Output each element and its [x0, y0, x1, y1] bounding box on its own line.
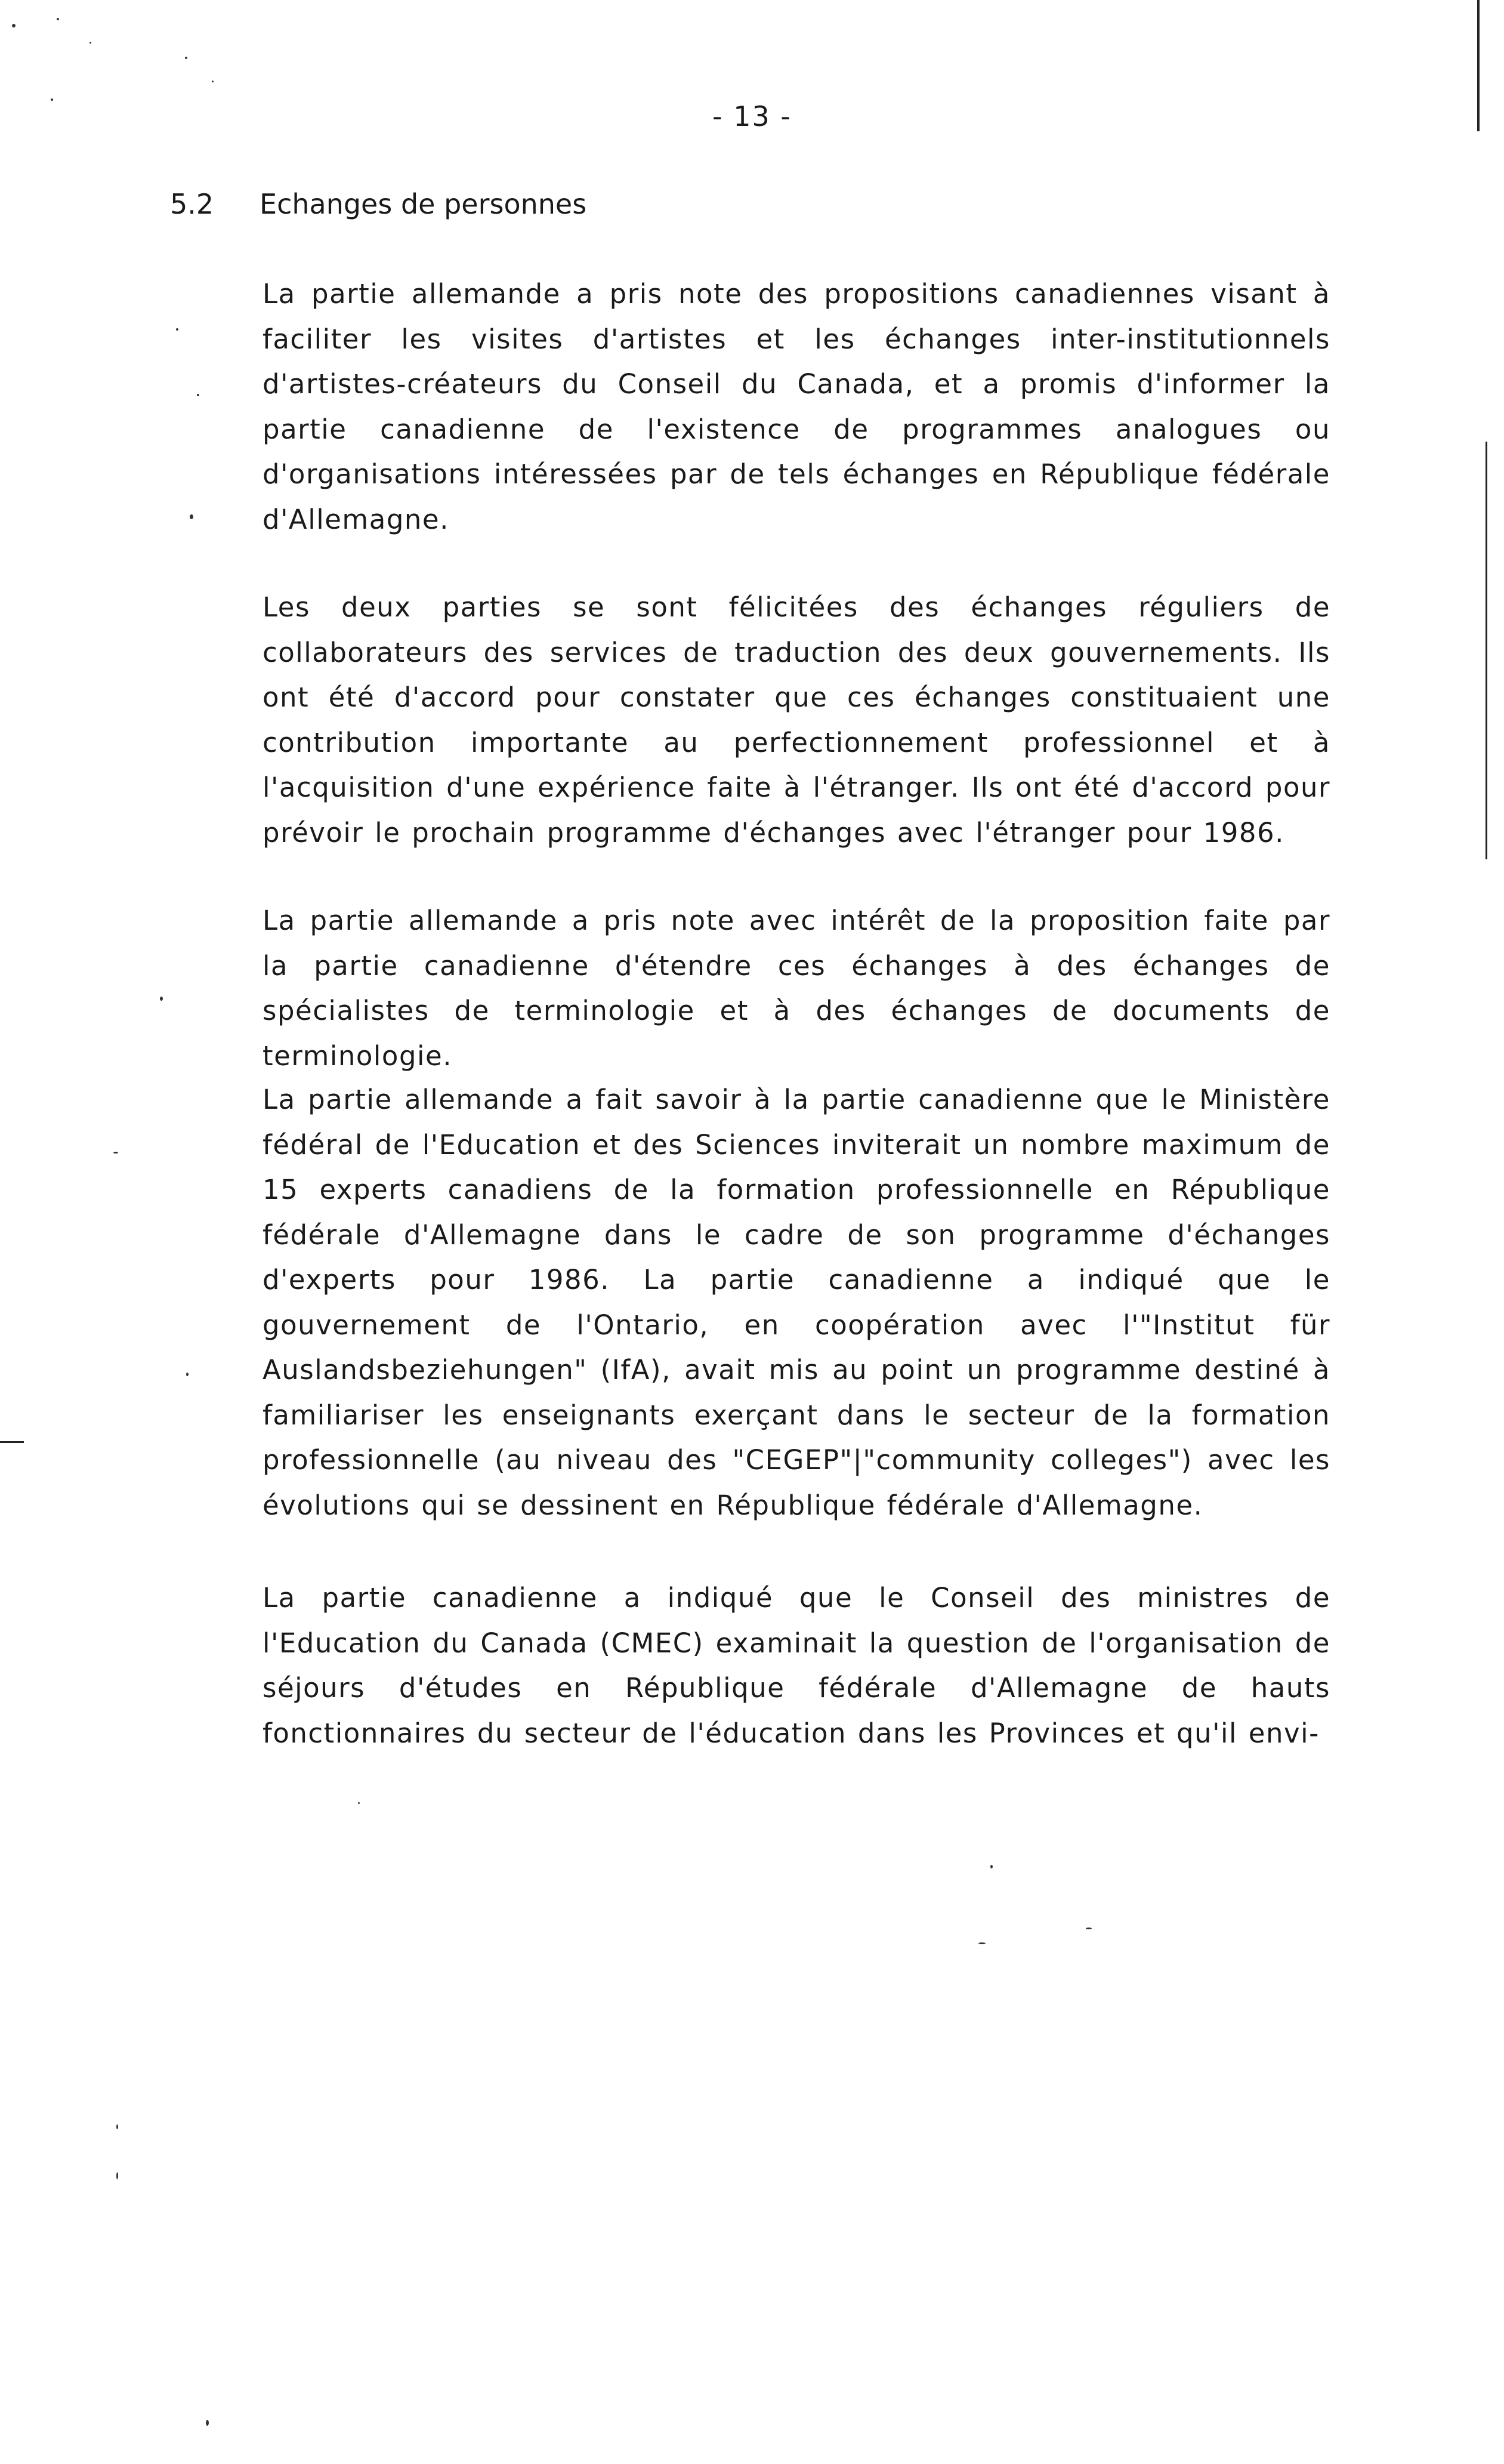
scan-speck: [186, 1373, 189, 1376]
scan-speck: [12, 24, 16, 27]
paragraph: Les deux parties se sont félicitées des échanges réguliers de collaborateurs des services de traduction des deux gouvernements. Ils ont été d'accord pour constater que ces échanges constituaient une contribution importante au perfectionnement professionnel et à l'acquisition d'une expérience faite à l'étranger. Ils ont été d'accord pour prévoir le prochain programme d'échanges avec l'étranger pour 1986.: [262, 591, 1330, 849]
scan-speck: [89, 42, 91, 44]
scan-speck: [113, 1152, 118, 1154]
page-number: - 13 -: [712, 100, 792, 132]
paragraph: La partie allemande a pris note avec intérêt de la proposition faite par la partie canadienne d'étendre ces échanges à des échanges de spécialistes de terminologie et à des échanges de documents de terminologie.: [262, 905, 1330, 1072]
scan-speck: [978, 1942, 986, 1944]
scan-speck: [358, 1802, 360, 1804]
scan-speck: [176, 328, 178, 331]
paragraph: La partie allemande a pris note des propositions canadiennes visant à faciliter les visites d'artistes et les échanges inter-institutionnels d'artistes-créateurs du Conseil du Canada, et a promis d'informer la partie canadienne de l'existence de programmes analogues ou d'organisations intéressées par de tels échanges en République fédérale d'Allemagne.: [262, 278, 1330, 535]
scan-speck: [1086, 1928, 1092, 1929]
scan-speck: [185, 57, 187, 59]
scan-speck: [116, 2172, 118, 2179]
section-heading: [170, 188, 586, 220]
scan-speck: [51, 98, 53, 101]
scan-speck: [197, 394, 199, 396]
scan-speck: [212, 81, 214, 82]
scan-speck: [116, 2124, 118, 2129]
scan-edge-line: [1486, 442, 1487, 859]
scan-speck: [190, 514, 193, 519]
paragraph: La partie allemande a fait savoir à la partie canadienne que le Ministère fédéral de l'Education et des Sciences inviterait un nombre maximum de 15 experts canadiens de la formation professionnelle en République fédérale d'Allemagne dans le cadre de son programme d'échanges d'experts pour 1986. La partie canadienne a indiqué que le gouvernement de l'Ontario, en coopération avec l'"Institut für Auslandsbeziehungen" (IfA), avait mis au point un programme destiné à familiariser les enseignants exerçant dans le secteur de la formation professionnelle (au niveau des "CEGEP"|"community colleges") avec les évolutions qui se dessinent en République fédérale d'Allemagne.: [262, 1084, 1330, 1521]
scan-speck: [206, 2420, 209, 2426]
scan-speck: [57, 18, 59, 20]
paragraph: La partie canadienne a indiqué que le Conseil des ministres de l'Education du Canada (CMEC) examinait la question de l'organisation de séjours d'études en République fédérale d'Allemagne de hauts fonctionnaires du secteur de l'éducation dans les Provinces et qu'il envi-: [262, 1582, 1330, 1749]
scan-edge-line: [0, 1441, 24, 1443]
scan-speck: [160, 997, 163, 1001]
section-title: Echanges de personnes: [260, 188, 587, 220]
section-number: 5.2: [170, 188, 214, 220]
scan-speck: [990, 1865, 993, 1868]
scan-edge-line: [1477, 0, 1480, 131]
